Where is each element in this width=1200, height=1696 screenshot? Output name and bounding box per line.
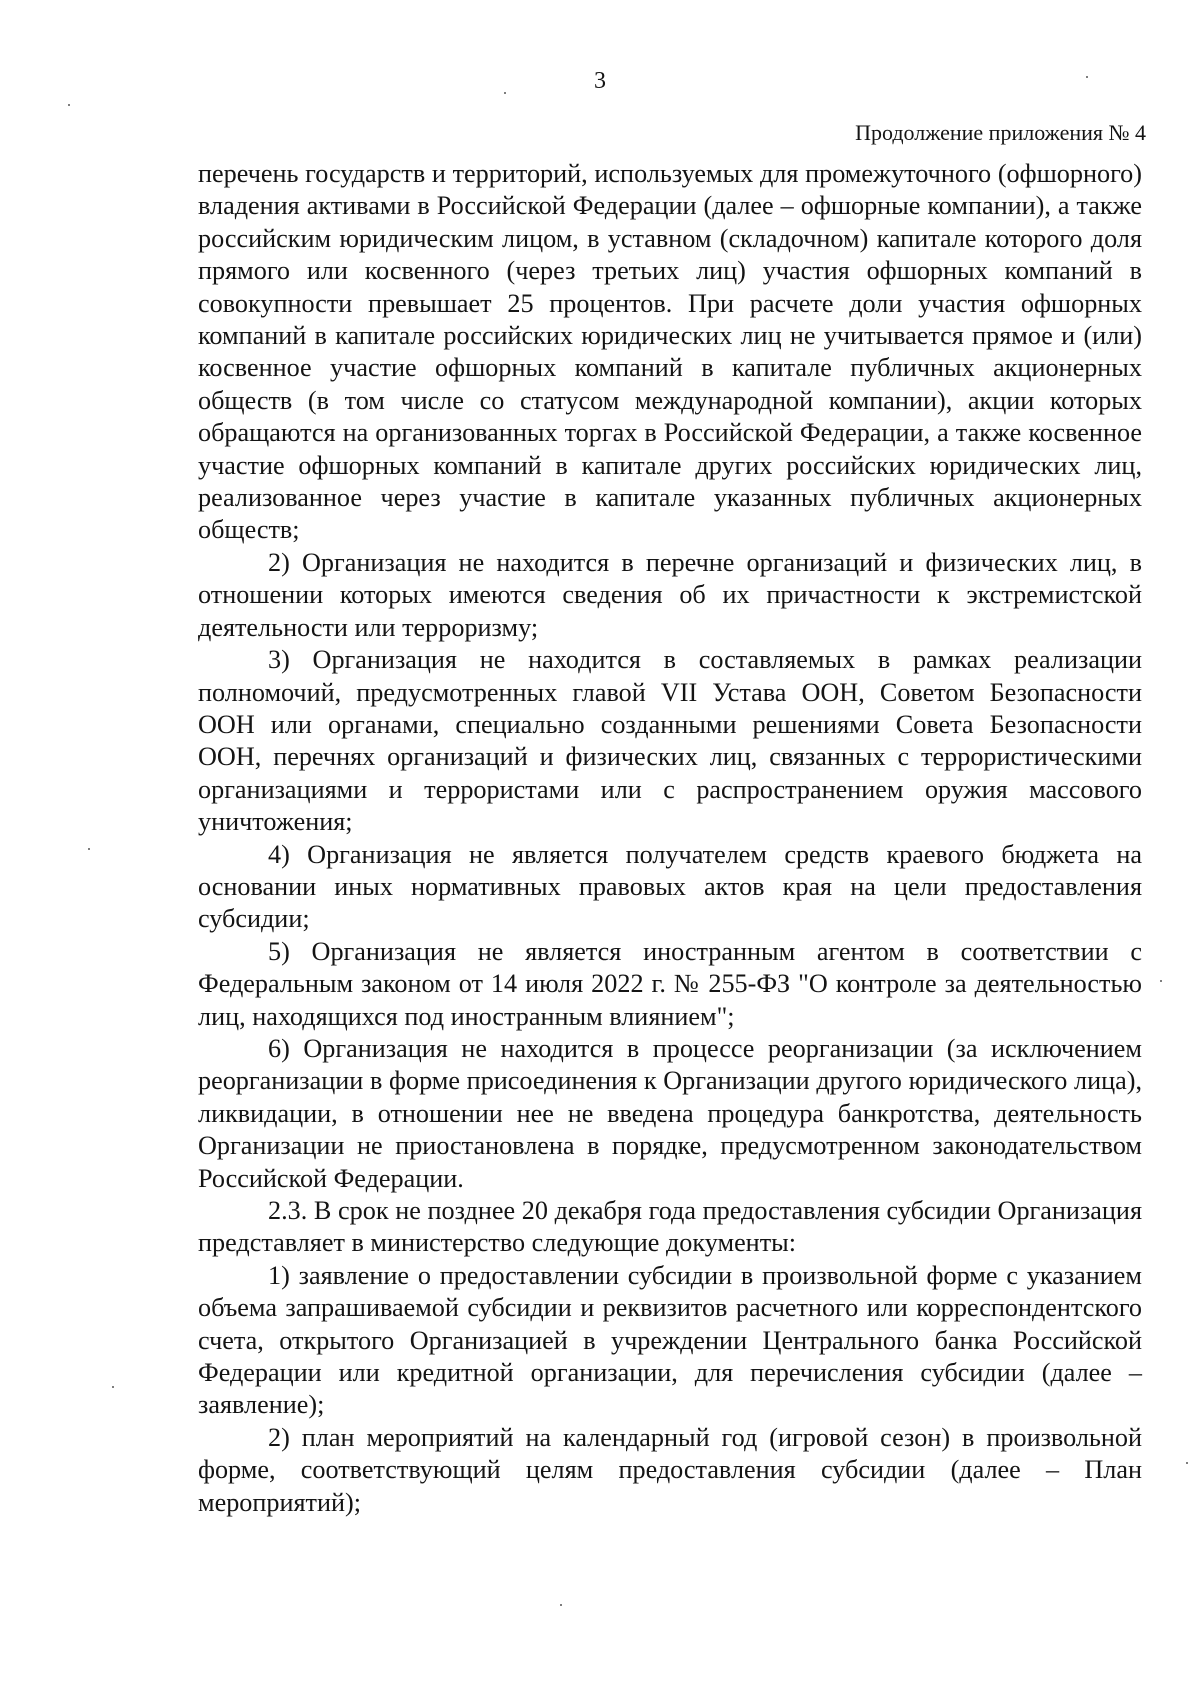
page-number: 3 [594,68,606,94]
document-body [198,158,1142,1519]
paragraph-item-2: 2) Организация не находится в перечне организаций и физических лиц, в отношении которых имеются сведения об их причастности к экстремистской деятельности или терроризму; [198,547,1142,642]
scan-speck [88,848,90,850]
paragraph-doc-item-1: 1) заявление о предоставлении субсидии в произвольной форме с указанием объема запрашиваемой субсидии и реквизитов расчетного или корреспондентского счета, открытого Организацией в учреждении Центрального банка Российской Федерации или кредитной организации, для перечисления субсидии (далее – заявление); [198,1260,1142,1420]
scan-speck [1186,1462,1188,1464]
annex-continuation-note: Продолжение приложения № 4 [855,120,1146,145]
paragraph-doc-item-2: 2) план мероприятий на календарный год (игровой сезон) в произвольной форме, соответствующий целям предоставления субсидии (далее – План мероприятий); [198,1422,1142,1517]
paragraph-item-6: 6) Организация не находится в процессе реорганизации (за исключением реорганизации в форме присоединения к Организации другого юридического лица), ликвидации, в отношении нее не введена процедура банкротства, деятельность Организации не приостановлена в порядке, предусмотренном законодательством Российской Федерации. [198,1033,1142,1193]
paragraph-section-2-3: 2.3. В срок не позднее 20 декабря года предоставления субсидии Организация представляет в министерство следующие документы: [198,1196,1142,1258]
scan-speck [504,92,506,94]
paragraph-item-5: 5) Организация не является иностранным агентом в соответствии с Федеральным законом от 14 июля 2022 г. № 255-ФЗ "О контроле за деятельностью лиц, находящихся под иностранным влиянием"; [198,936,1142,1031]
paragraph-item-4: 4) Организация не является получателем средств краевого бюджета на основании иных нормативных правовых актов края на цели предоставления субсидии; [198,839,1142,934]
scan-speck [112,1386,114,1388]
scan-speck [68,104,70,106]
paragraph-offshore-criteria: перечень государств и территорий, используемых для промежуточного (офшорного) владения активами в Российской Федерации (далее – офшорные компании), а также российским юридическим лицом, в уставном (складочном) капитале которого доля прямого или косвенного (через третьих лиц) участия офшорных компаний в совокупности превышает 25 процентов. При расчете доли участия офшорных компаний в капитале российских юридических лиц не учитывается прямое и (или) косвенное участие офшорных компаний в капитале публичных акционерных обществ (в том числе со статусом международной компании), акции которых обращаются на организованных торгах в Российской Федерации, а также косвенное участие офшорных компаний в капитале других российских юридических лиц, реализованное через участие в капитале указанных публичных акционерных обществ; [198,159,1142,545]
paragraph-item-3: 3) Организация не находится в составляемых в рамках реализации полномочий, предусмотренных главой VII Устава ООН, Советом Безопасности ООН или органами, специально созданными решениями Совета Безопасности ООН, перечнях организаций и физических лиц, связанных с террористическими организациями и террористами или с распространением оружия массового уничтожения; [198,645,1142,837]
scan-speck [1086,76,1088,78]
scan-speck [560,1604,562,1606]
scan-speck [1160,980,1162,982]
